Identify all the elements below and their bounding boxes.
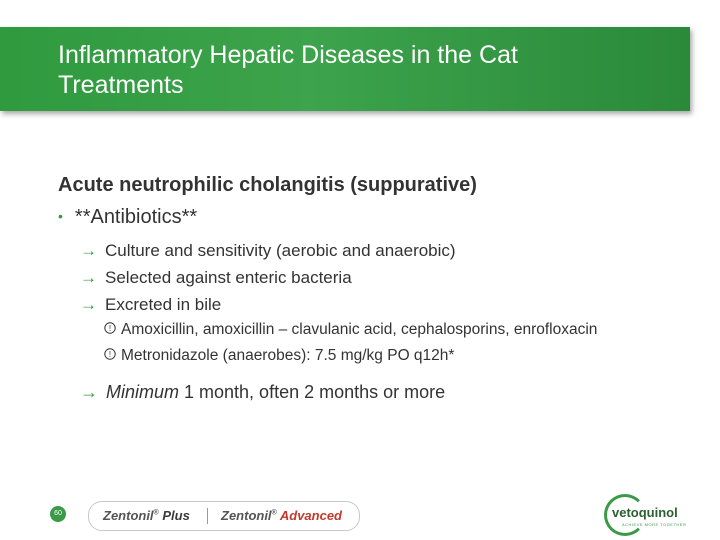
arrow-list-item <box>80 241 456 261</box>
slide-title: Inflammatory Hepatic Diseases in the Cat <box>58 41 518 69</box>
sub-list-item <box>104 347 454 365</box>
arrow-list-item <box>80 268 352 288</box>
exclamation-icon <box>104 347 116 364</box>
bullet-text: **Antibiotics** <box>74 206 198 228</box>
arrow-list-item <box>80 382 445 403</box>
brand-zentonil-advanced: Zentonil® Advanced <box>221 508 342 523</box>
arrow-right-icon: → <box>80 241 97 260</box>
sub-item-text: Metronidazole (anaerobes): 7.5 mg/kg PO q12h* <box>121 347 455 364</box>
title-banner <box>0 27 690 111</box>
brand-zentonil-plus: Zentonil® Plus <box>103 508 190 523</box>
logo-text: vetoquinol <box>612 505 678 520</box>
svg-text:!: ! <box>108 350 112 359</box>
emphasis-text: Minimum <box>106 382 180 402</box>
bullet-item <box>58 206 197 229</box>
arrow-item-text: 1 month, often 2 months or more <box>179 382 446 402</box>
page-number: 60 <box>50 506 66 522</box>
logo-tagline: ACHIEVE MORE TOGETHER <box>622 522 687 527</box>
arrow-item-text: Selected against enteric bacteria <box>105 268 352 287</box>
bullet-icon: • <box>58 208 63 224</box>
exclamation-icon <box>104 321 116 338</box>
sub-item-text: Amoxicillin, amoxicillin – clavulanic acid, cephalosporins, enrofloxacin <box>121 321 598 338</box>
arrow-right-icon: → <box>80 268 97 287</box>
section-heading: Acute neutrophilic cholangitis (suppurative) <box>58 174 477 196</box>
vetoquinol-logo <box>602 492 712 536</box>
slide-subtitle: Treatments <box>58 71 184 99</box>
arrow-item-text: Excreted in bile <box>105 295 222 314</box>
arrow-right-icon: → <box>80 382 98 402</box>
divider <box>207 508 208 524</box>
arrow-right-icon: → <box>80 295 97 314</box>
arrow-item-text: Culture and sensitivity (aerobic and anaerobic) <box>105 241 456 260</box>
svg-text:!: ! <box>108 324 112 333</box>
arrow-list-item <box>80 295 221 315</box>
sub-list-item <box>104 321 597 339</box>
brand-bar <box>88 501 360 531</box>
